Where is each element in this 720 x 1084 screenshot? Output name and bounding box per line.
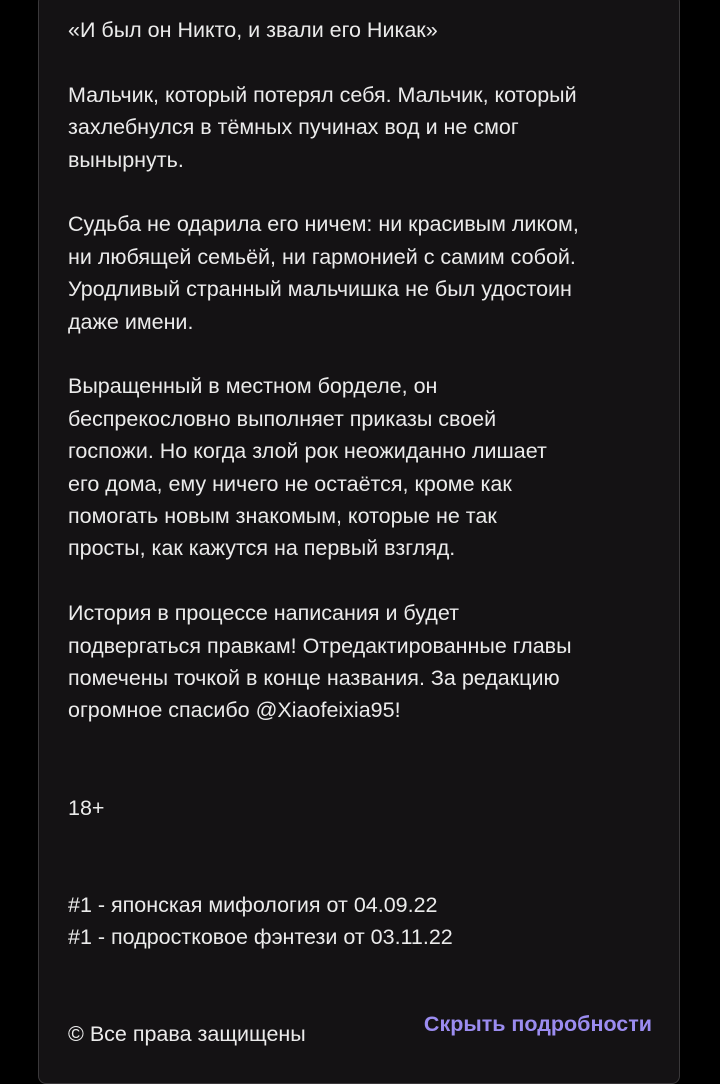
description-line: помогать новым знакомым, которые не так — [68, 504, 497, 529]
age-rating: 18+ — [68, 795, 105, 820]
story-description — [68, 14, 668, 1051]
description-line: просты, как кажутся на первый взгляд. — [68, 536, 456, 561]
description-line: Судьба не одарила его ничем: ни красивым ликом, — [68, 212, 579, 237]
description-line: подвергаться правкам! Отредактированные главы — [68, 633, 572, 658]
description-line: вынырнуть. — [68, 147, 184, 172]
title-quote: «И был он Никто, и звали его Никак» — [68, 18, 438, 42]
description-line: его дома, ему ничего не остаётся, кроме как — [68, 471, 512, 496]
ranking-item: #1 - японская мифология от 04.09.22 — [68, 892, 438, 917]
description-line: огромное спасибо @Xiaofeixia95! — [68, 698, 401, 723]
description-line: даже имени. — [68, 309, 194, 334]
copyright-notice: © Все права защищены — [68, 1022, 306, 1047]
description-line: Выращенный в местном борделе, он — [68, 374, 438, 399]
description-line: госпожи. Но когда злой рок неожиданно лишает — [68, 439, 547, 464]
description-line: Уродливый странный мальчишка не был удостоин — [68, 277, 572, 302]
description-line: захлебнулся в тёмных пучинах вод и не смог — [68, 115, 519, 140]
hide-details-button[interactable]: Скрыть подробности — [423, 1012, 652, 1036]
ranking-item: #1 - подростковое фэнтези от 03.11.22 — [68, 925, 453, 950]
description-line: беспрекословно выполняет приказы своей — [68, 406, 497, 431]
description-line: История в процессе написания и будет — [68, 601, 459, 626]
description-line: помечены точкой в конце названия. За редакцию — [68, 666, 560, 691]
description-line: Мальчик, который потерял себя. Мальчик, который — [68, 82, 577, 107]
description-line: ни любящей семьёй, ни гармонией с самим собой. — [68, 244, 576, 269]
